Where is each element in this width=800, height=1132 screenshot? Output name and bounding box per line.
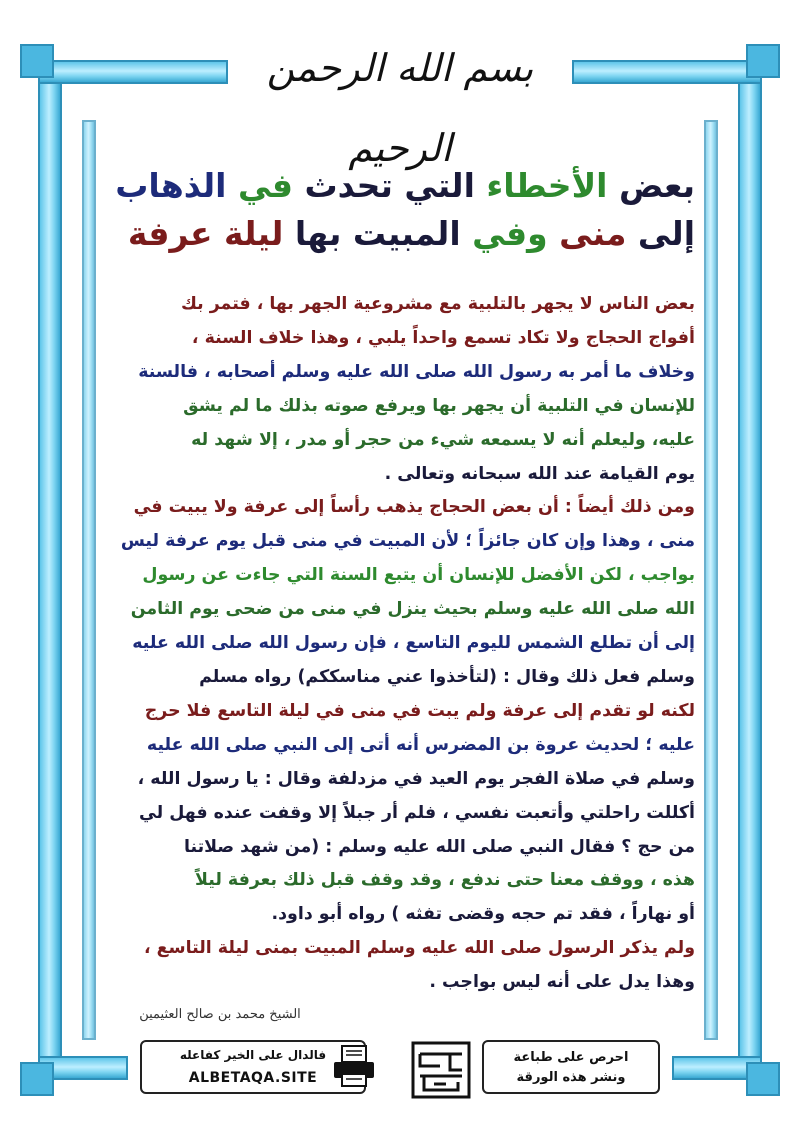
body-line: ولم يذكر الرسول صلى الله عليه وسلم المبيت بمنى ليلة التاسع ، [143,938,695,959]
body-line: وسلم في صلاة الفجر يوم العيد في مزدلفة وقال : يا رسول الله ، [137,768,695,789]
frame-corner-top-left [20,44,54,78]
title-segment: المبيت بها [283,214,461,253]
body-line: للإنسان في التلبية أن يجهر بها ويرفع صوته بذلك ما لم يشق [183,395,695,416]
body-line: وخلاف ما أمر به رسول الله صلى الله عليه وسلم أصحابه ، فالسنة [138,361,695,382]
title-segment: بعض [607,166,695,205]
frame-top-left-bar [38,60,228,84]
body-line: بواجب ، لكن الأفضل للإنسان أن يتبع السنة التي جاءت عن رسول [142,565,695,586]
author-signature: الشيخ محمد بن صالح العثيمين [139,1007,301,1022]
albetaqa-logo-mark [410,1040,472,1100]
urge-line-2: ونشر هذه الورقة [516,1070,626,1085]
body-line: هذه ، ووقف معنا حتى ندفع ، وقد وقف قبل ذلك بعرفة ليلاً [195,870,695,891]
title-segment: في [226,166,293,205]
body-line: ومن ذلك أيضاً : أن بعض الحجاج يذهب رأساً إلى عرفة ولا يبيت في [133,497,695,518]
body-line: عليه ؛ لحديث عروة بن المضرس أنه أتى إلى النبي صلى الله عليه [146,734,695,755]
body-line: لكنه لو تقدم إلى عرفة ولم يبت في منى في ليلة التاسع فلا حرج [144,700,695,721]
frame-left-bar [38,60,62,1080]
site-tagline: فالدال على الخير كفاعله [179,1048,327,1062]
basmala-calligraphy: بسم الله الرحمن الرحيم [266,46,534,170]
body-line: أكللت راحلتي وأتعبت نفسي ، فلم أر جبلاً إلا وقفت عنده فهل لي [139,802,695,823]
frame-corner-bottom-right [746,1062,780,1096]
page-title-line-2 [75,212,695,256]
article-body [105,288,695,1000]
body-line: أفواج الحجاج ولا تكاد تسمع واحداً يلبي ، وهذا خلاف السنة ، [191,327,695,348]
frame-inner-right [704,120,718,1040]
albetaqa-logo [410,1040,472,1100]
title-segment: الذهاب [115,166,227,205]
title-segment: إلى [626,214,695,253]
body-line: يوم القيامة عند الله سبحانه وتعالى . [384,463,695,484]
body-line: أو نهاراً ، فقد تم حجه وقضى تفثه ) رواه أبو داود. [271,904,695,925]
printer-icon [330,1042,378,1090]
body-line: منى ، وهذا وإن كان جائزاً ؛ لأن المبيت في منى قبل يوم عرفة ليس [120,531,695,552]
body-line: وسلم فعل ذلك وقال : (لتأخذوا عني مناسككم) رواه مسلم [199,666,695,687]
frame-corner-top-right [746,44,780,78]
body-line: الله صلى الله عليه وسلم بحيث ينزل في منى من ضحى يوم الثامن [130,599,695,620]
page-title-line-1 [75,164,695,208]
frame-right-bar [738,60,762,1080]
body-line: بعض الناس لا يجهر بالتلبية مع مشروعية الجهر بها ، فتمر بك [180,294,695,314]
urge-box [482,1040,660,1094]
title-segment: منى [547,214,627,253]
body-line: عليه، وليعلم أنه لا يسمعه شيء من حجر أو مدر ، إلا شهد له [191,429,695,450]
title-segment: وفي [460,214,548,253]
body-line: من حج ؟ فقال النبي صلى الله عليه وسلم : (من شهد صلاتنا [183,836,695,857]
frame-top-right-bar [572,60,762,84]
title-segment: ليلة عرفة [127,214,284,253]
site-url-link[interactable]: ALBETAQA.SITE [188,1070,318,1086]
title-segment: التي تحدث [292,166,475,205]
title-segment: الأخطاء [474,166,608,205]
body-line: إلى أن تطلع الشمس لليوم التاسع ، فإن رسول الله صلى الله عليه [132,633,695,654]
urge-line-1: احرص على طباعة [513,1050,629,1065]
body-line: وهذا يدل على أنه ليس بواجب . [429,972,695,993]
footer [140,1040,660,1106]
frame-corner-bottom-left [20,1062,54,1096]
frame-inner-left [82,120,96,1040]
